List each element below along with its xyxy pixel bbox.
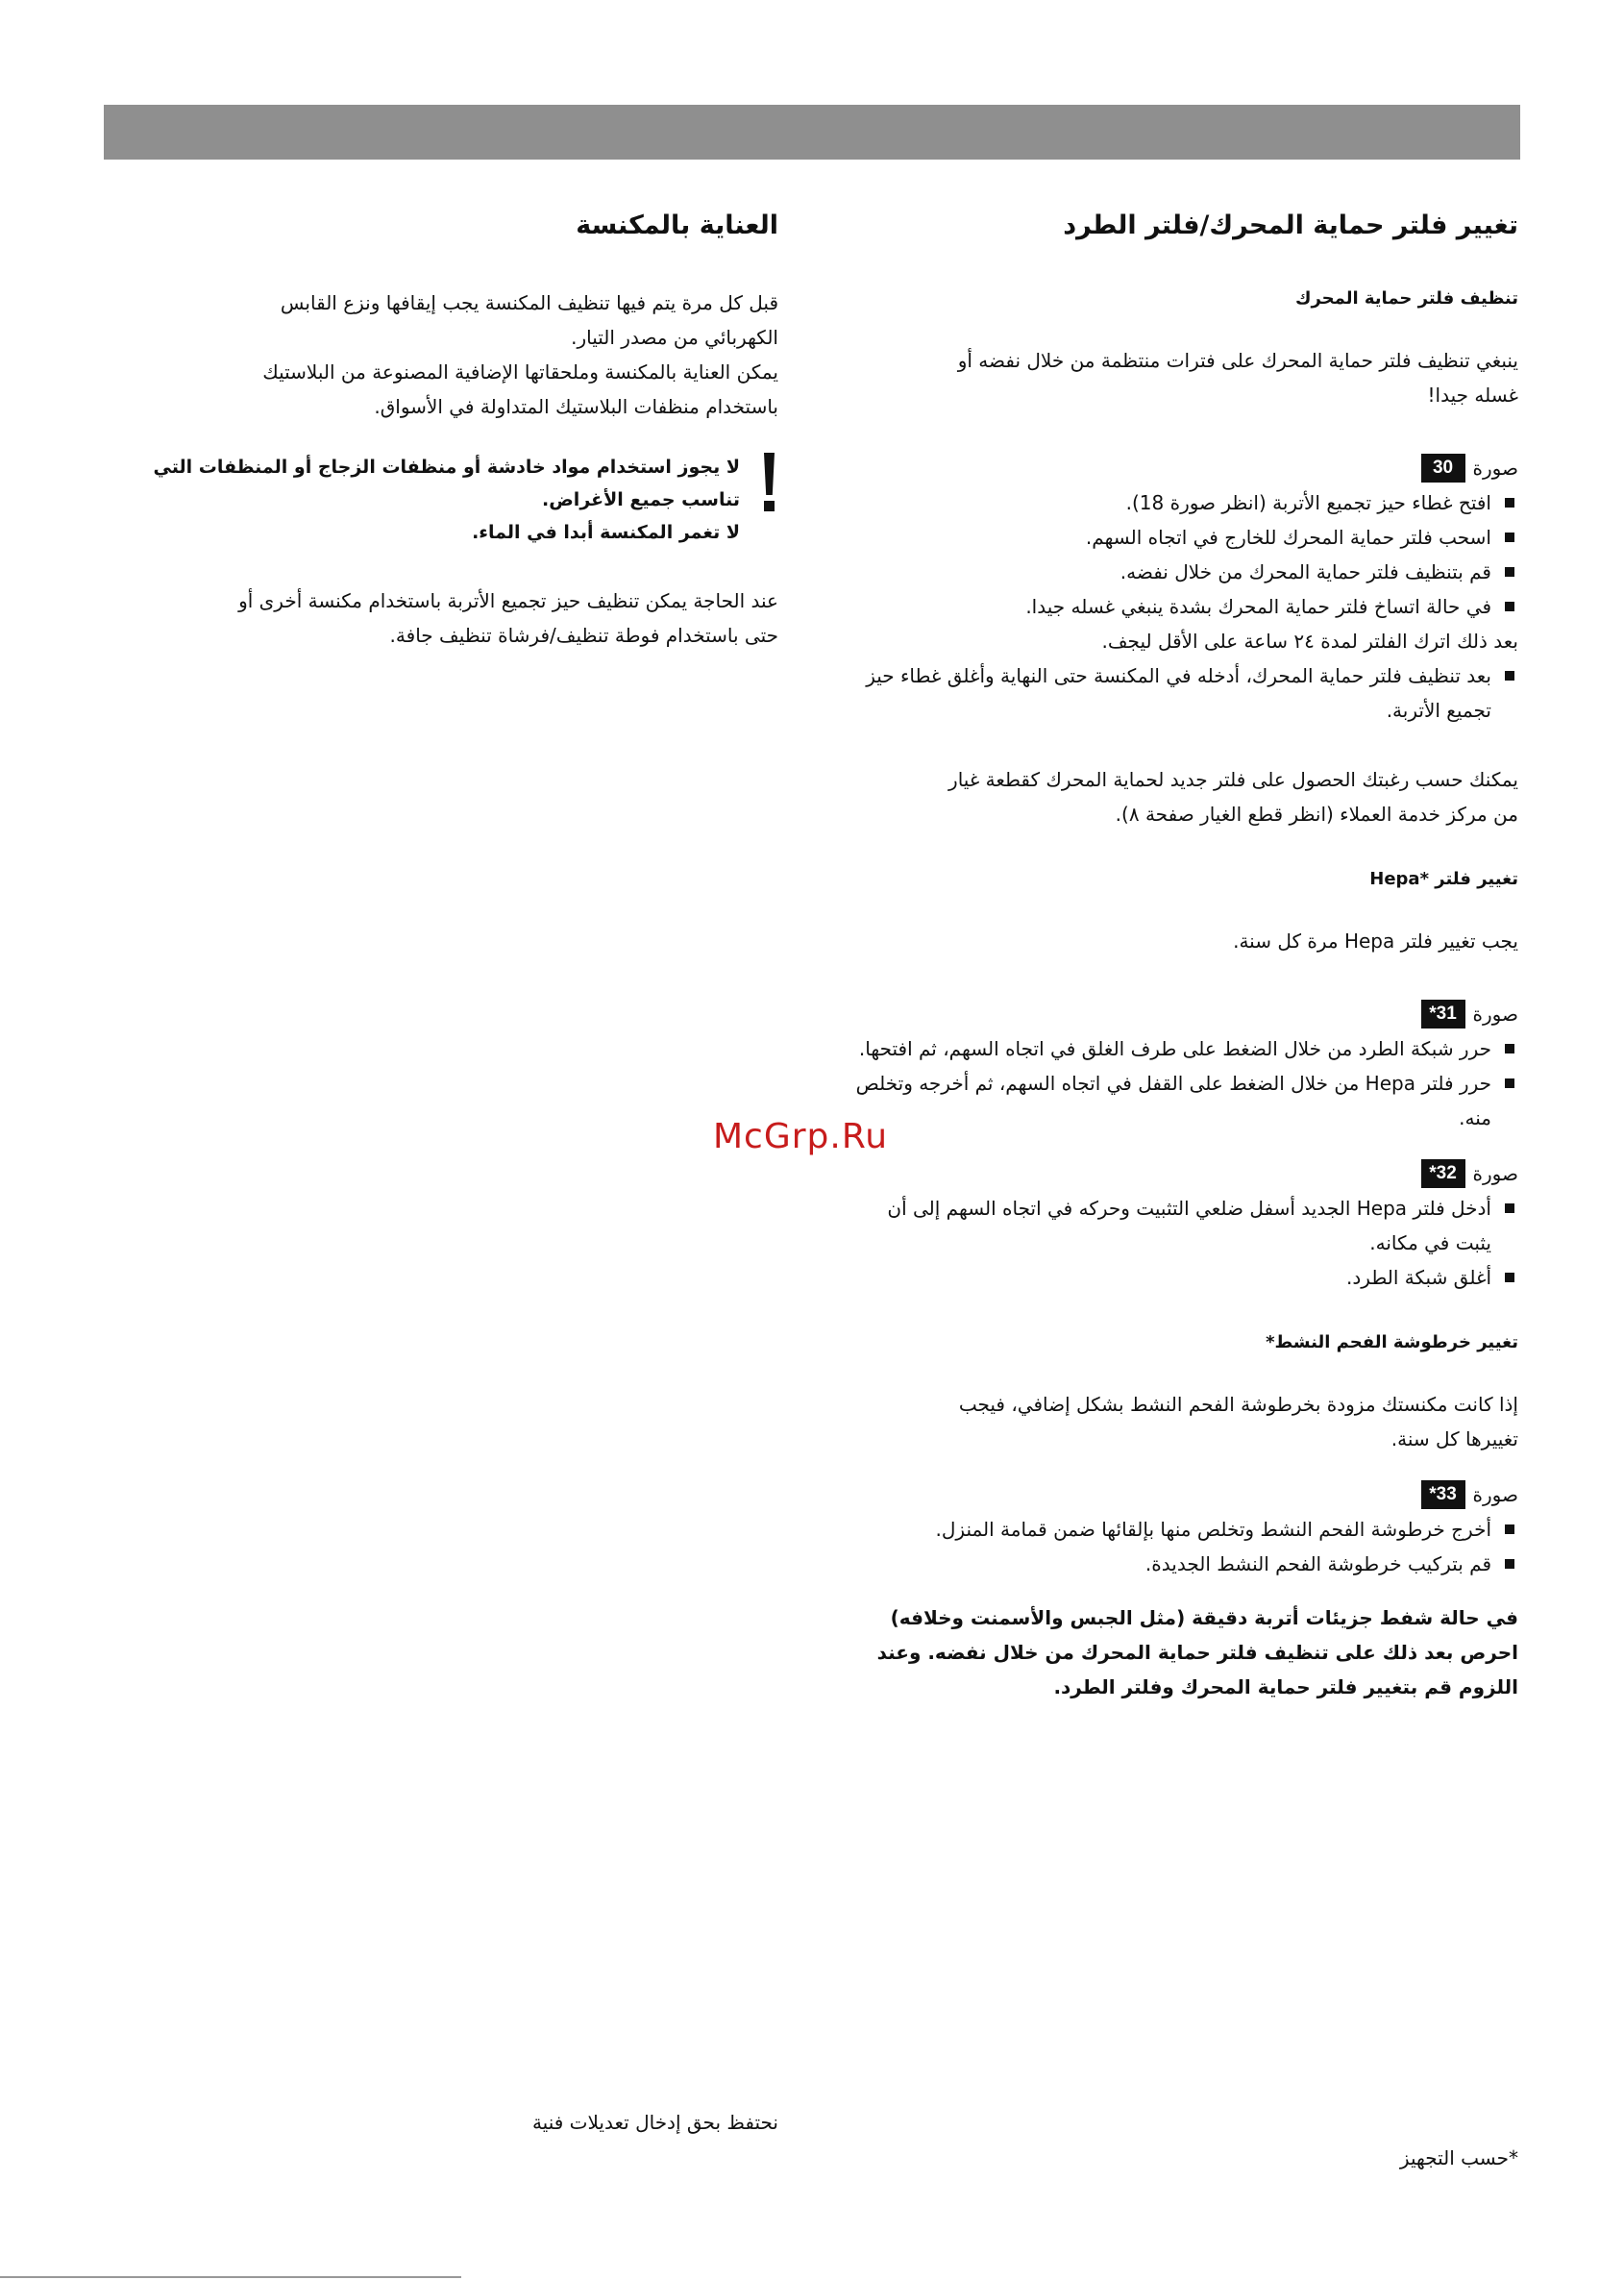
- paragraph: باستخدام منظفات البلاستيك المتداولة في الأسواق.: [374, 395, 778, 418]
- list-item: حرر شبكة الطرد من خلال الضغط على طرف الغلق في اتجاه السهم، ثم افتحها.: [846, 1031, 1518, 1066]
- list-item: أغلق شبكة الطرد.: [846, 1260, 1518, 1295]
- left-column: [115, 207, 778, 653]
- list-item: في حالة اتساخ فلتر حماية المحرك بشدة ينبغي غسله جيدا.: [846, 589, 1518, 624]
- steps-list: [846, 1031, 1518, 1135]
- list-item: قم بتركيب خرطوشة الفحم النشط الجديدة.: [846, 1547, 1518, 1581]
- care-title: العناية بالمكنسة: [576, 211, 778, 240]
- paragraph: حتى باستخدام فوطة تنظيف/فرشاة تنظيف جافة.: [389, 624, 778, 647]
- figure-number: 33*: [1421, 1480, 1465, 1509]
- figure-number: 30: [1421, 454, 1465, 483]
- section-heading-motor-filter: تنظيف فلتر حماية المحرك: [1294, 288, 1518, 309]
- paragraph: قبل كل مرة يتم فيها تنظيف المكنسة يجب إيقافها ونزع القابس: [280, 291, 778, 314]
- list-item: أخرج خرطوشة الفحم النشط وتخلص منها بإلقائها ضمن قمامة المنزل.: [846, 1512, 1518, 1547]
- warning-line: تناسب جميع الأغراض.: [542, 489, 740, 510]
- bottom-divider: [0, 2276, 461, 2278]
- figure-label: صورة: [1472, 1162, 1518, 1185]
- steps-list: [846, 658, 1518, 728]
- watermark: McGrp.Ru: [713, 1117, 889, 1156]
- header-bar: [104, 105, 1520, 160]
- figure-label: صورة: [1472, 457, 1518, 480]
- figure-label: صورة: [1472, 1483, 1518, 1506]
- paragraph: إذا كانت مكنستك مزودة بخرطوشة الفحم النشط بشكل إضافي، فيجب: [958, 1393, 1518, 1416]
- steps-list: [846, 485, 1518, 624]
- list-item: قم بتنظيف فلتر حماية المحرك من خلال نفضه.: [846, 555, 1518, 589]
- fine-dust-note: [846, 1600, 1518, 1704]
- figure-ref-31: [846, 997, 1518, 1031]
- paragraph: بعد ذلك اترك الفلتر لمدة ٢٤ ساعة على الأقل ليجف.: [1101, 630, 1518, 653]
- warning-block: [115, 451, 778, 549]
- paragraph: تغييرها كل سنة.: [1390, 1427, 1518, 1450]
- paragraph: عند الحاجة يمكن تنظيف حيز تجميع الأتربة باستخدام مكنسة أخرى أو: [238, 589, 778, 612]
- footer-rights: نحتفظ بحق إدخال تعديلات فنية: [531, 2111, 778, 2134]
- list-item: اسحب فلتر حماية المحرك للخارج في اتجاه السهم.: [846, 520, 1518, 555]
- right-column: [846, 207, 1518, 1704]
- figure-number: 31*: [1421, 1000, 1465, 1028]
- steps-list: [846, 1191, 1518, 1295]
- paragraph: من مركز خدمة العملاء (انظر قطع الغيار صفحة ٨).: [1115, 803, 1518, 826]
- paragraph: الكهربائي من مصدر التيار.: [571, 326, 778, 349]
- paragraph: يمكنك حسب رغبتك الحصول على فلتر جديد لحماية المحرك كقطعة غيار: [948, 768, 1518, 791]
- note-line: في حالة شفط جزيئات أتربة دقيقة (مثل الجبس والأسمنت وخلافه): [890, 1606, 1518, 1629]
- paragraph: غسله جيدا!: [1427, 384, 1518, 407]
- footer-equipment-note: *حسب التجهيز: [1399, 2146, 1518, 2169]
- section-heading-carbon: تغيير خرطوشة الفحم النشط*: [1266, 1332, 1518, 1352]
- note-line: احرص بعد ذلك على تنظيف فلتر حماية المحرك من خلال نفضه. وعند: [876, 1641, 1518, 1664]
- exclamation-icon: [759, 451, 778, 512]
- section-heading-hepa: تغيير فلتر *Hepa: [1369, 869, 1518, 889]
- paragraph: ينبغي تنظيف فلتر حماية المحرك على فترات منتظمة من خلال نفضه أو: [957, 349, 1518, 372]
- paragraph: يجب تغيير فلتر Hepa مرة كل سنة.: [1233, 929, 1518, 953]
- warning-line: لا تغمر المكنسة أبدا في الماء.: [472, 522, 740, 543]
- list-item: افتح غطاء حيز تجميع الأتربة (انظر صورة 18).: [846, 485, 1518, 520]
- figure-ref-30: [846, 451, 1518, 485]
- steps-list: [846, 1512, 1518, 1581]
- list-item: حرر فلتر Hepa من خلال الضغط على القفل في اتجاه السهم، ثم أخرجه وتخلص منه.: [846, 1066, 1518, 1135]
- list-item: أدخل فلتر Hepa الجديد أسفل ضلعي التثبيت وحركه في اتجاه السهم إلى أن يثبت في مكانه.: [846, 1191, 1518, 1260]
- figure-number: 32*: [1421, 1159, 1465, 1188]
- figure-label: صورة: [1472, 1003, 1518, 1026]
- page-title: تغيير فلتر حماية المحرك/فلتر الطرد: [1063, 211, 1518, 240]
- paragraph: يمكن العناية بالمكنسة وملحقاتها الإضافية المصنوعة من البلاستيك: [262, 360, 778, 384]
- figure-ref-33: [846, 1477, 1518, 1512]
- warning-line: لا يجوز استخدام مواد خادشة أو منظفات الزجاج أو المنظفات التي: [153, 457, 740, 478]
- list-item: بعد تنظيف فلتر حماية المحرك، أدخله في المكنسة حتى النهاية وأغلق غطاء حيز تجميع الأتربة.: [846, 658, 1518, 728]
- note-line: اللزوم قم بتغيير فلتر حماية المحرك وفلتر الطرد.: [1053, 1675, 1518, 1698]
- figure-ref-32: [846, 1156, 1518, 1191]
